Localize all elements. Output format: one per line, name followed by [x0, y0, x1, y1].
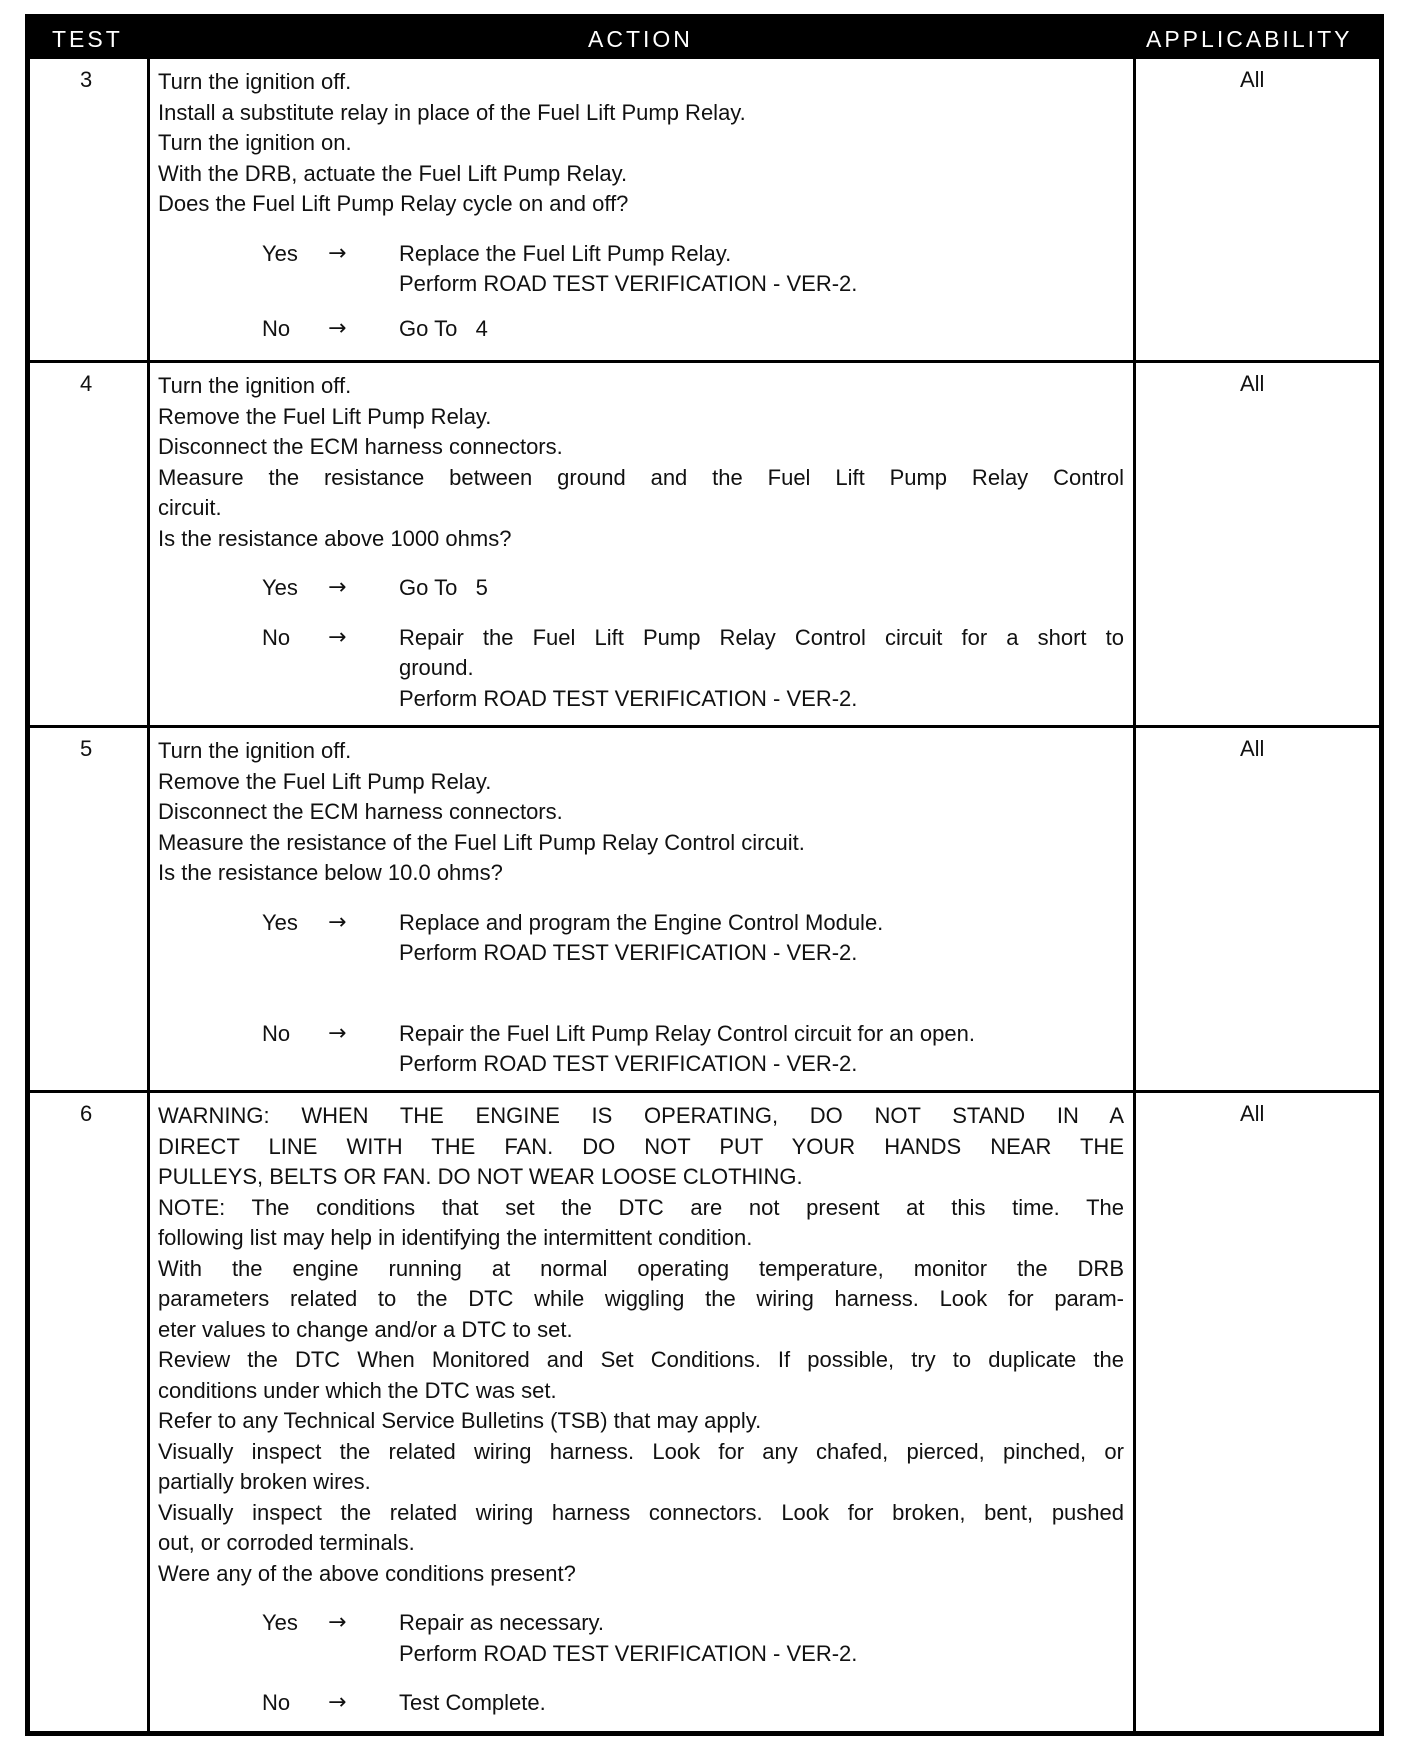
step: With the engine running at normal operating temperature, monitor the DRB: [158, 1255, 1124, 1281]
yes-answer: [158, 573, 1124, 604]
yes-answer: [158, 239, 1124, 270]
yes-answer: [158, 908, 1124, 939]
row-divider: [30, 725, 1379, 728]
step: Is the resistance above 1000 ohms?: [158, 525, 512, 551]
step: eter values to change and/or a DTC to set.: [158, 1316, 573, 1342]
arrow-icon: →: [328, 315, 347, 341]
arrow-icon: →: [328, 1690, 347, 1715]
no-label: No: [262, 624, 291, 650]
step: Turn the ignition off.: [158, 373, 352, 398]
action-cell: [158, 736, 1124, 1080]
test-number: 6: [80, 1101, 93, 1126]
header-test: TEST: [52, 26, 123, 52]
step: Install a substitute relay in place of the Fuel Lift Pump Relay.: [158, 99, 746, 125]
applicability: All: [1240, 67, 1265, 92]
action-cell: [158, 67, 1124, 344]
no-answer: [158, 1688, 1124, 1719]
step: Disconnect the ECM harness connectors.: [158, 434, 563, 459]
step: With the DRB, actuate the Fuel Lift Pump Relay.: [158, 160, 628, 186]
no-label: No: [262, 1020, 291, 1046]
no-text: Go To 4: [399, 315, 488, 341]
row-divider: [30, 360, 1379, 363]
no-answer: [158, 1019, 1124, 1050]
step: Does the Fuel Lift Pump Relay cycle on and off?: [158, 191, 629, 216]
yes-label: Yes: [262, 240, 298, 266]
yes-text: Replace the Fuel Lift Pump Relay.: [399, 240, 732, 266]
step: Measure the resistance between ground and the Fuel Lift Pump Relay Control: [158, 464, 1124, 490]
no-text: Perform ROAD TEST VERIFICATION - VER-2.: [399, 1051, 858, 1076]
step: Were any of the above conditions present?: [158, 1560, 576, 1586]
table-header: [30, 19, 1379, 59]
step: Visually inspect the related wiring harness. Look for any chafed, pierced, pinched, or: [158, 1438, 1124, 1464]
yes-answer: [158, 1608, 1124, 1639]
note-line: following list may help in identifying the intermittent condition.: [158, 1225, 753, 1250]
step: parameters related to the DTC while wiggling the wiring harness. Look for param-: [158, 1286, 1124, 1311]
test-number: 4: [80, 371, 93, 396]
action-cell: [158, 1101, 1124, 1719]
applicability: All: [1240, 371, 1265, 396]
arrow-icon: →: [328, 909, 347, 935]
note-line: NOTE: The conditions that set the DTC are not present at this time. The: [158, 1194, 1124, 1220]
step: circuit.: [158, 495, 222, 520]
step: Turn the ignition on.: [158, 130, 352, 155]
step: out, or corroded terminals.: [158, 1530, 415, 1555]
step: Remove the Fuel Lift Pump Relay.: [158, 768, 492, 794]
yes-text: Go To 5: [399, 575, 488, 600]
no-text: ground.: [399, 655, 474, 680]
step: Turn the ignition off.: [158, 69, 352, 94]
step: conditions under which the DTC was set.: [158, 1377, 557, 1403]
warning-line: DIRECT LINE WITH THE FAN. DO NOT PUT YOUR HANDS NEAR THE: [158, 1133, 1124, 1159]
column-divider: [1133, 59, 1136, 1731]
yes-text: Perform ROAD TEST VERIFICATION - VER-2.: [399, 271, 858, 296]
no-text: Repair the Fuel Lift Pump Relay Control circuit for an open.: [399, 1020, 975, 1046]
yes-label: Yes: [262, 909, 298, 935]
no-text: Test Complete.: [399, 1690, 546, 1715]
yes-text: Repair as necessary.: [399, 1610, 605, 1635]
header-applicability: APPLICABILITY: [1146, 26, 1353, 52]
applicability: All: [1240, 736, 1265, 761]
warning-line: PULLEYS, BELTS OR FAN. DO NOT WEAR LOOSE CLOTHING.: [158, 1164, 803, 1189]
yes-text: Perform ROAD TEST VERIFICATION - VER-2.: [399, 1640, 858, 1666]
step: Measure the resistance of the Fuel Lift Pump Relay Control circuit.: [158, 829, 805, 855]
row-divider: [30, 1090, 1379, 1093]
yes-label: Yes: [262, 575, 298, 600]
arrow-icon: →: [328, 1020, 347, 1046]
no-answer: [158, 623, 1124, 654]
no-answer: [158, 314, 1124, 345]
header-action: ACTION: [588, 26, 693, 52]
step: Review the DTC When Monitored and Set Conditions. If possible, try to duplicate the: [158, 1347, 1124, 1372]
yes-label: Yes: [262, 1610, 298, 1635]
column-divider: [147, 59, 150, 1731]
arrow-icon: →: [328, 575, 347, 600]
action-cell: [158, 371, 1124, 714]
yes-text: Perform ROAD TEST VERIFICATION - VER-2.: [399, 940, 858, 965]
applicability: All: [1240, 1101, 1265, 1126]
yes-text: Replace and program the Engine Control Module.: [399, 909, 884, 935]
diagnostic-test-table: [25, 14, 1384, 1736]
step: Is the resistance below 10.0 ohms?: [158, 860, 503, 885]
no-label: No: [262, 315, 291, 341]
no-text: Repair the Fuel Lift Pump Relay Control circuit for a short to: [399, 624, 1124, 650]
arrow-icon: →: [328, 1610, 347, 1635]
step: Remove the Fuel Lift Pump Relay.: [158, 403, 492, 429]
test-number: 5: [80, 736, 93, 761]
step: partially broken wires.: [158, 1469, 371, 1494]
step: Refer to any Technical Service Bulletins (TSB) that may apply.: [158, 1408, 762, 1433]
step: Visually inspect the related wiring harness connectors. Look for broken, bent, pushed: [158, 1499, 1124, 1525]
arrow-icon: →: [328, 624, 347, 650]
step: Turn the ignition off.: [158, 738, 352, 763]
warning-line: WARNING: WHEN THE ENGINE IS OPERATING, DO NOT STAND IN A: [158, 1103, 1124, 1128]
no-text: Perform ROAD TEST VERIFICATION - VER-2.: [399, 685, 858, 711]
no-label: No: [262, 1690, 291, 1715]
step: Disconnect the ECM harness connectors.: [158, 799, 563, 824]
test-number: 3: [80, 67, 93, 92]
arrow-icon: →: [328, 240, 347, 266]
